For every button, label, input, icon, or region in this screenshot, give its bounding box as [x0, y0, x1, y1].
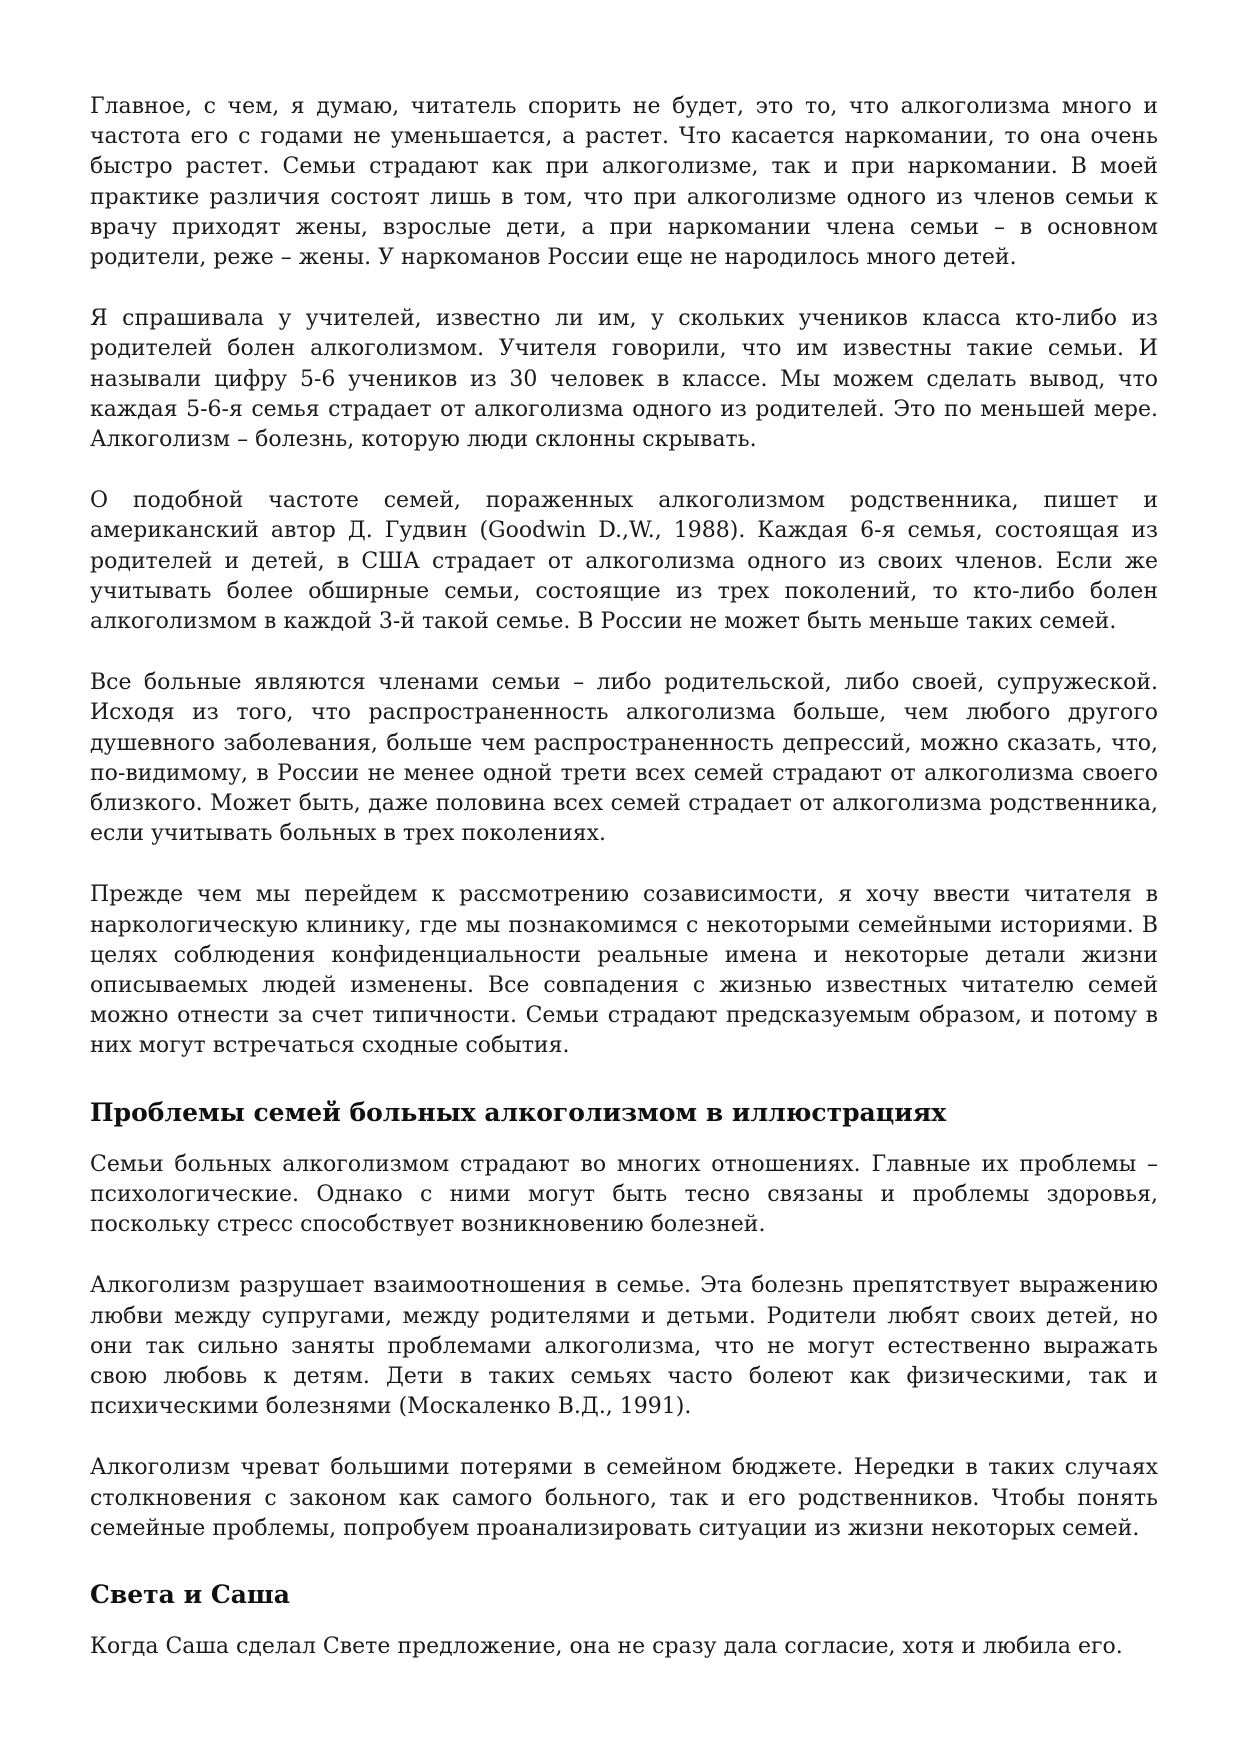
paragraph: О подобной частоте семей, пораженных алкоголизмом родственника, пишет и американский автор Д. Гудвин (Goodwin D.,W., 1988). Каждая 6-я семья, состоящая из родителей и детей, в США страдает от алкоголизма одного из своих членов. Если же учитывать более обширные семьи, состоящие из трех поколений, то кто-либо болен алкоголизмом в каждой 3-й такой семье. В России не может быть меньше таких семей.	[90, 488, 1158, 635]
document-page	[90, 92, 1158, 1662]
paragraph: Главное, с чем, я думаю, читатель спорить не будет, это то, что алкоголизма много и частота его с годами не уменьшается, а растет. Что касается наркомании, то она очень быстро растет. Семьи страдают как при алкоголизме, так и при наркомании. В моей практике различия состоят лишь в том, что при алкоголизме одного из членов семьи к врачу приходят жены, взрослые дети, а при наркомании члена семьи – в основном родители, реже – жены. У наркоманов России еще не народилось много детей.	[90, 94, 1158, 271]
paragraph: Алкоголизм разрушает взаимоотношения в семье. Эта болезнь препятствует выражению любви между супругами, между родителями и детьми. Родители любят своих детей, но они так сильно заняты проблемами алкоголизма, что не могут естественно выражать свою любовь к детям. Дети в таких семьях часто болеют как физическими, так и психическими болезнями (Москаленко В.Д., 1991).	[90, 1273, 1158, 1420]
paragraph: Когда Саша сделал Свете предложение, она не сразу дала согласие, хотя и любила его.	[90, 1633, 1123, 1659]
section-heading: Проблемы семей больных алкоголизмом в иллюстрациях	[90, 1097, 947, 1127]
paragraph: Алкоголизм чреват большими потерями в семейном бюджете. Нередки в таких случаях столкновения с законом как самого больного, так и его родственников. Чтобы понять семейные проблемы, попробуем проанализировать ситуации из жизни некоторых семей.	[90, 1455, 1158, 1541]
paragraph: Я спрашивала у учителей, известно ли им, у скольких учеников класса кто-либо из родителей болен алкоголизмом. Учителя говорили, что им известны такие семьи. И называли цифру 5-6 учеников из 30 человек в классе. Мы можем сделать вывод, что каждая 5-6-я семья страдает от алкоголизма одного из родителей. Это по меньшей мере. Алкоголизм – болезнь, которую люди склонны скрывать.	[90, 306, 1158, 453]
paragraph: Семьи больных алкоголизмом страдают во многих отношениях. Главные их проблемы – психологические. Однако с ними могут быть тесно связаны и проблемы здоровья, поскольку стресс способствует возникновению болезней.	[90, 1151, 1158, 1238]
paragraph: Прежде чем мы перейдем к рассмотрению созависимости, я хочу ввести читателя в наркологическую клинику, где мы познакомимся с некоторыми семейными историями. В целях соблюдения конфиденциальности реальные имена и некоторые детали жизни описываемых людей изменены. Все совпадения с жизнью известных читателю семей можно отнести за счет типичности. Семьи страдают предсказуемым образом, и потому в них могут встречаться сходные события.	[90, 882, 1158, 1059]
section-heading: Света и Саша	[90, 1579, 290, 1609]
paragraph: Все больные являются членами семьи – либо родительской, либо своей, супружеской. Исходя из того, что распространенность алкоголизма больше, чем любого другого душевного заболевания, больше чем распространенность депрессий, можно сказать, что, по-видимому, в России не менее одной трети всех семей страдают от алкоголизма своего близкого. Может быть, даже половина всех семей страдает от алкоголизма родственника, если учитывать больных в трех поколениях.	[90, 670, 1158, 847]
